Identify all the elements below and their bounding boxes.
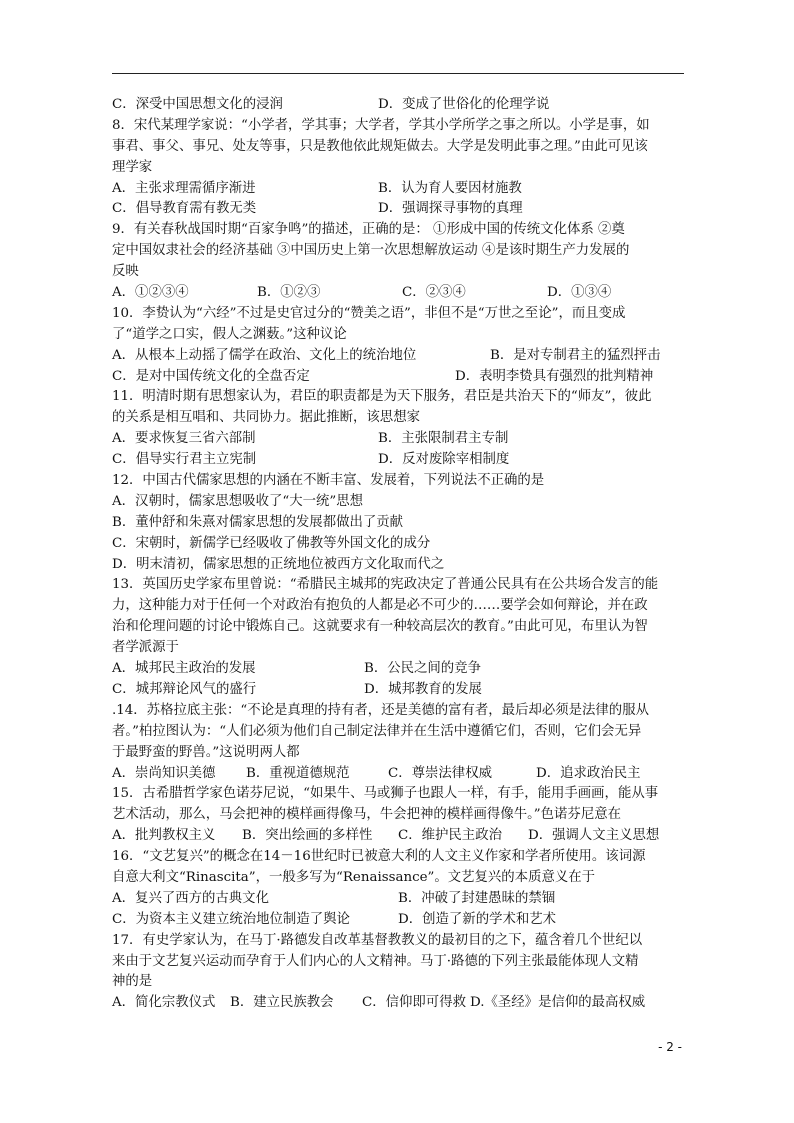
question-9 — [112, 220, 688, 304]
question-stem: 反映 — [112, 264, 139, 280]
question-stem: 来由于文艺复兴运动而孕育于人们内心的人文精神。马丁·路德的下列主张最能体现人文精 — [112, 953, 639, 969]
header-rule — [112, 73, 684, 74]
question-stem: 16．“文艺复兴”的概念在14－16世纪时已被意大利的人文主义作家和学者所使用。该词源 — [112, 849, 646, 865]
option-a: A．汉朝时，儒家思想吸收了“大一统”思想 — [112, 493, 364, 509]
question-10 — [112, 304, 688, 388]
option-d: D．强调探寻事物的真理 — [378, 201, 523, 217]
option-a: A．崇尚知识美德 — [112, 765, 216, 781]
option-d: D.《圣经》是信仰的最高权威 — [470, 995, 646, 1011]
option-c: C．倡导教育需有教无类 — [112, 201, 257, 217]
question-stem: 神的是 — [112, 974, 153, 990]
option-d: D．明末清初，儒家思想的正统地位被西方文化取而代之 — [112, 556, 445, 572]
option-d: D．追求政治民主 — [536, 765, 641, 781]
option-c: C．为资本主义建立统治地位制造了舆论 — [112, 911, 350, 927]
options-row — [112, 199, 688, 220]
option-a: A．简化宗教仪式 — [112, 995, 216, 1011]
option-a: A．批判教权主义 — [112, 828, 216, 844]
options-row — [112, 450, 688, 471]
question-stem: 治和伦理问题的讨论中锻炼自己。这就要求有一种较高层次的教育。”由此可见，布里认为智 — [112, 619, 648, 635]
question-stem: 13．英国历史学家布里曾说：“希腊民主城邦的宪政决定了普通公民具有在公共场合发言的能 — [112, 577, 659, 593]
question-stem: 8．宋代某理学家说：“小学者，学其事；大学者，学其小学所学之事之所以。小学是事，如 — [112, 117, 650, 133]
question-stem: 自意大利文“Rinascita”，一般多写为“Renaissance”。文艺复兴的本质意义在于 — [112, 869, 596, 885]
option-b: B．主张限制君主专制 — [378, 431, 509, 447]
question-13 — [112, 575, 688, 700]
question-stem: 11．明清时期有思想家认为，君臣的职责都是为天下服务，君臣是共治天下的“师友”，彼此 — [112, 389, 652, 405]
option-c: C．宋朝时，新儒学已经吸收了佛教等外国文化的成分 — [112, 535, 431, 551]
option-b: B．公民之间的竞争 — [364, 661, 481, 677]
option-c: C．尊崇法律权威 — [388, 765, 492, 781]
option-b: B．①②③ — [257, 285, 321, 301]
option-d: D．表明李贽具有强烈的批判精神 — [455, 368, 654, 384]
exam-page-body — [112, 95, 688, 1014]
question-stem: 理学家 — [112, 159, 153, 175]
option-a: A．城邦民主政治的发展 — [112, 661, 256, 677]
options-row — [112, 429, 688, 450]
question-stem: 事君、事父、事兄、处友等事，只是教他依此规矩做去。大学是发明此事之理。”由此可见该 — [112, 138, 648, 154]
question-8 — [112, 116, 688, 220]
question-stem: 于最野蛮的野兽。”这说明两人都 — [112, 744, 300, 760]
option-b: B．建立民族教会 — [230, 995, 334, 1011]
option-d: D．反对废除宰相制度 — [378, 452, 510, 468]
option-c: C．是对中国传统文化的全盘否定 — [112, 368, 310, 384]
options-row — [112, 993, 688, 1014]
question-16 — [112, 847, 688, 931]
options-row — [112, 826, 688, 847]
question-stem: 力，这种能力对于任何一个对政治有抱负的人都是必不可少的……要学会如何辩论，并在政 — [112, 598, 648, 614]
option-d: D．①③④ — [547, 285, 612, 301]
question-15 — [112, 784, 688, 847]
option-b: B．是对专制君主的猛烈抨击 — [490, 347, 661, 363]
option-c: C．②③④ — [402, 285, 466, 301]
question-stem: 15．古希腊哲学家色诺芬尼说，“如果牛、马或狮子也跟人一样，有手，能用手画画，能从事 — [112, 786, 659, 802]
question-stem: 者学派源于 — [112, 640, 179, 656]
options-row — [112, 889, 688, 910]
question-stem: 的关系是相互唱和、共同协力。据此推断，该思想家 — [112, 410, 420, 426]
option-a: A．①②③④ — [112, 285, 189, 301]
option-a: A．复兴了西方的古典文化 — [112, 890, 269, 906]
question-stem: 艺术活动，那么，马会把神的模样画得像马，牛会把神的模样画得像牛。”色诺芬尼意在 — [112, 807, 621, 823]
question-stem: 者。”柏拉图认为：“人们必须为他们自己制定法律并在生活中遵循它们，否则，它们会无异 — [112, 723, 642, 739]
question-stem: 了“道学之口实，假人之渊薮。”这种议论 — [112, 326, 347, 342]
option-a: A．要求恢复三省六部制 — [112, 431, 256, 447]
option-c: C．倡导实行君主立宪制 — [112, 452, 257, 468]
options-row — [112, 680, 688, 701]
question-14 — [112, 701, 688, 785]
option-c: C．城邦辩论风气的盛行 — [112, 681, 257, 697]
question-stem: 17．有史学家认为，在马丁·路德发自改革基督教教义的最初目的之下，蕴含着几个世纪以 — [112, 932, 643, 948]
option-c: C．信仰即可得救 — [362, 995, 466, 1011]
option-a: A．主张求理需循序渐进 — [112, 180, 256, 196]
question-stem: 12．中国古代儒家思想的内涵在不断丰富、发展着，下列说法不正确的是 — [112, 473, 545, 489]
question-stem: 10．李贽认为“六经”不过是史官过分的“赞美之语”，非但不是“万世之至论”，而且变成 — [112, 305, 626, 321]
options-row — [112, 367, 688, 388]
option-b: B．认为育人要因材施教 — [378, 180, 522, 196]
option-d: D．强调人文主义思想 — [528, 828, 660, 844]
options-row — [112, 283, 688, 304]
option-a: A．从根本上动摇了儒学在政治、文化上的统治地位 — [112, 347, 417, 363]
option-c: C．深受中国思想文化的浸润 — [112, 97, 283, 112]
option-b: B．突出绘画的多样性 — [242, 828, 373, 844]
question-stem: .14．苏格拉底主张：“不论是真理的持有者，还是美德的富有者，最后却必须是法律的服从 — [112, 702, 649, 718]
question-stem: 9．有关春秋战国时期“百家争鸣”的描述，正确的是： ①形成中国的传统文化体系 ②奠 — [112, 222, 625, 238]
option-d: D．城邦教育的发展 — [364, 681, 482, 697]
options-row — [112, 764, 688, 785]
question-17 — [112, 931, 688, 1015]
question-stem: 定中国奴隶社会的经济基础 ③中国历史上第一次思想解放运动 ④是该时期生产力发展的 — [112, 243, 630, 259]
option-b: B．冲破了封建愚昧的禁锢 — [398, 890, 556, 906]
options-row — [112, 346, 688, 367]
options-row — [112, 659, 688, 680]
question-12 — [112, 471, 688, 575]
options-row — [112, 179, 688, 200]
option-b: B．董仲舒和朱熹对儒家思想的发展都做出了贡献 — [112, 514, 404, 530]
option-d: D．变成了世俗化的伦理学说 — [378, 97, 550, 112]
q7-options-cd — [112, 95, 688, 116]
option-b: B．重视道德规范 — [246, 765, 350, 781]
question-11 — [112, 387, 688, 471]
option-c: C．维护民主政治 — [398, 828, 502, 844]
option-d: D．创造了新的学术和艺术 — [398, 911, 557, 927]
page-number: - 2 - — [658, 1040, 682, 1054]
options-row — [112, 910, 688, 931]
